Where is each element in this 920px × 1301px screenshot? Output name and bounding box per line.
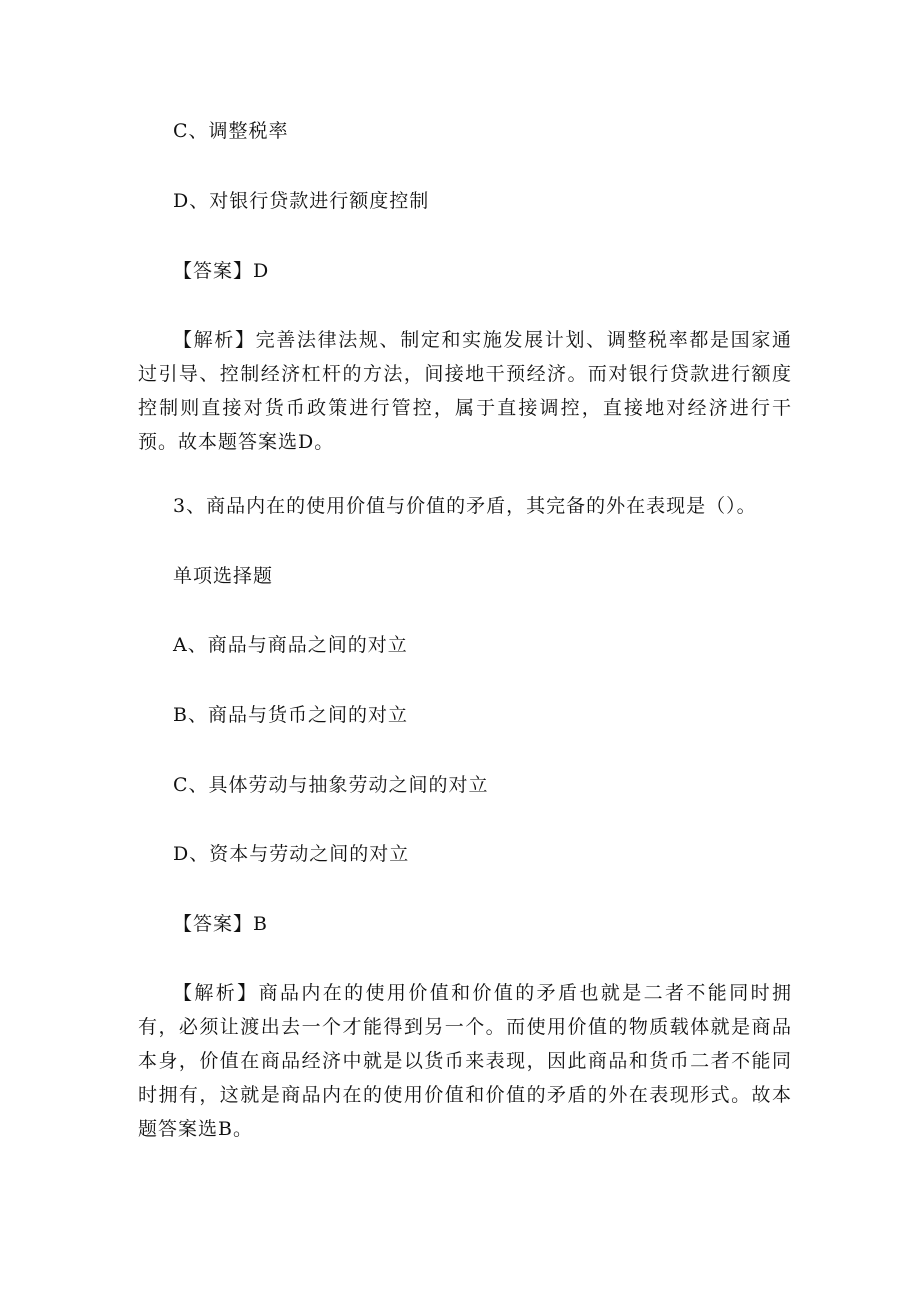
q2-option-c: C、调整税率 <box>173 120 289 142</box>
q3-option-a: A、商品与商品之间的对立 <box>173 634 408 656</box>
q3-type: 单项选择题 <box>173 565 274 587</box>
q3-option-c: C、具体劳动与抽象劳动之间的对立 <box>173 774 489 796</box>
q2-analysis: 【解析】完善法律法规、制定和实施发展计划、调整税率都是国家通过引导、控制经济杠杆的方法，间接地干预经济。而对银行贷款进行额度控制则直接对货币政策进行管控，属于直接调控，直接地对经济进行干预。故本题答案选D。 <box>138 329 792 453</box>
q3-option-d: D、资本与劳动之间的对立 <box>173 843 410 865</box>
q3-question: 3、商品内在的使用价值与价值的矛盾，其完备的外在表现是（）。 <box>173 495 757 517</box>
q2-answer: 【答案】D <box>173 260 270 282</box>
q2-option-d: D、对银行贷款进行额度控制 <box>173 190 430 212</box>
q3-answer: 【答案】B <box>173 913 268 935</box>
q3-analysis: 【解析】商品内在的使用价值和价值的矛盾也就是二者不能同时拥有，必须让渡出去一个才能得到另一个。而使用价值的物质载体就是商品本身，价值在商品经济中就是以货币来表现，因此商品和货币二者不能同时拥有，这就是商品内在的使用价值和价值的矛盾的外在表现形式。故本题答案选B。 <box>138 982 792 1140</box>
q3-option-b: B、商品与货币之间的对立 <box>173 704 408 726</box>
